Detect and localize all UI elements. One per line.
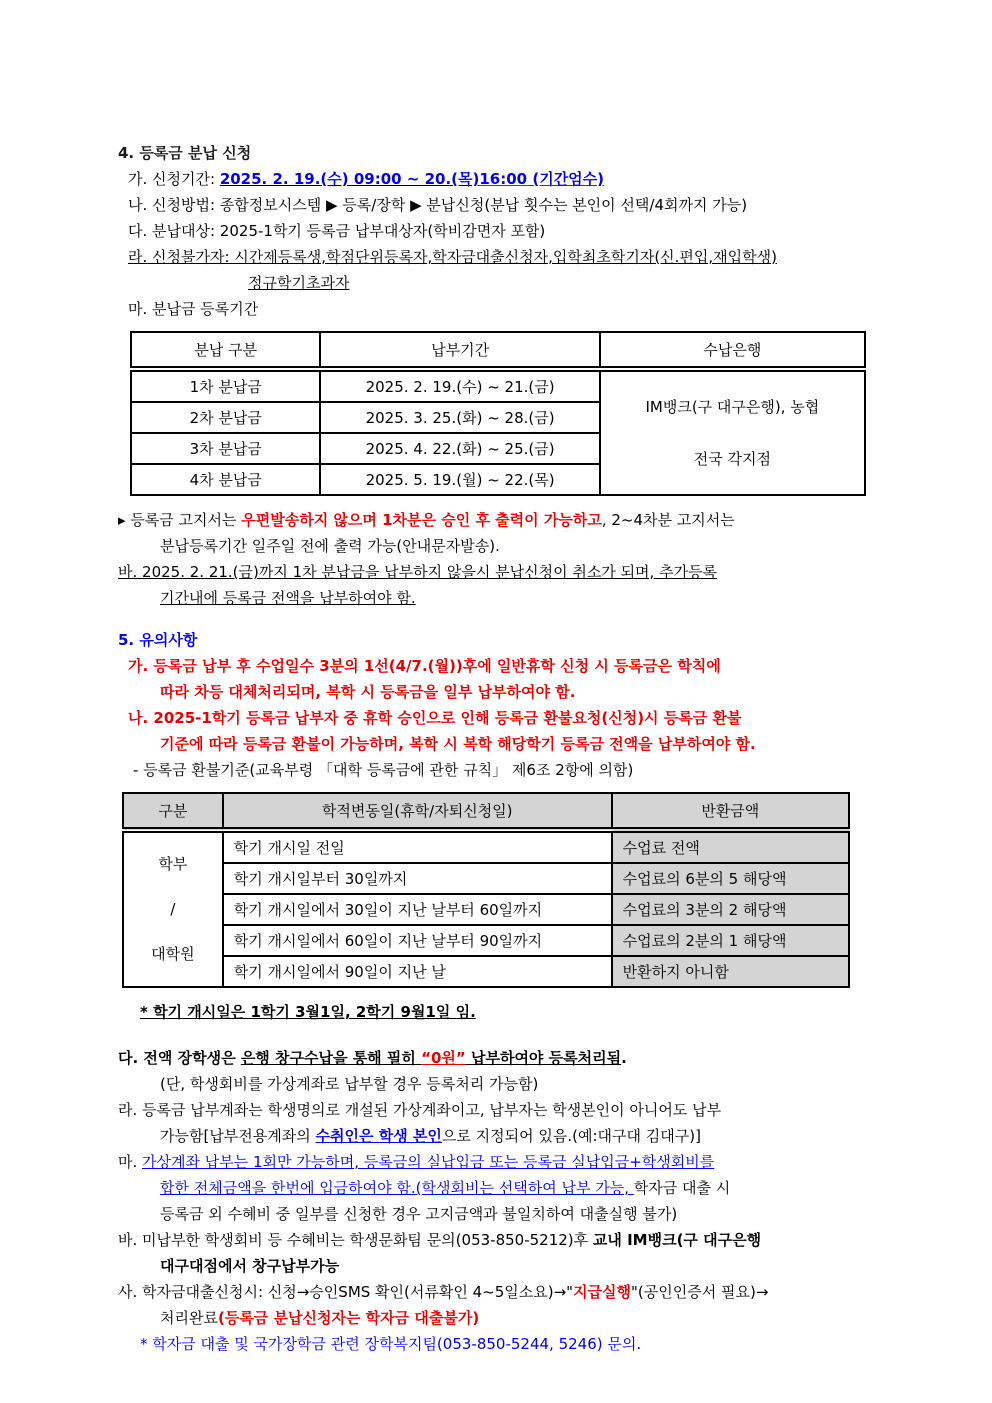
s5-refund-standard-ref: - 등록금 환불기준(교육부령 「대학 등록금에 관한 규칙」 제6조 2항에 의함) — [133, 761, 634, 779]
s5-item-refund-line1: 나. 2025-1학기 등록금 납부자 중 휴학 승인으로 인해 등록금 환불요청(신청)시 등록금 환불 — [128, 709, 742, 727]
s5-item-account-line1: 라. 등록금 납부계좌는 학생명의로 개설된 가상계좌이고, 납부자는 학생본인이 아니어도 납부 — [118, 1101, 722, 1119]
t1-header-bank: 수납은행 — [600, 332, 865, 369]
t1-header-category: 분납 구분 — [131, 332, 320, 369]
table-row — [123, 894, 849, 925]
s5-ba-text: 바. 미납부한 학생회비 등 수혜비는 학생문화팀 문의(053-850-5212)후 — [118, 1231, 593, 1249]
s4-bill-note-line2: 분납등록기간 일주일 전에 출력 가능(안내문자발송). — [160, 537, 500, 555]
s5-item-virtual-account-line1 — [118, 1149, 944, 1175]
s4-item-installment-period: 마. 분납금 등록기간 — [128, 300, 259, 318]
s4-item-cancel-line1: 바. 2025. 2. 21.(금)까지 1차 분납금을 납부하지 않을시 분납신청이 취소가 되며, 추가등록 — [118, 563, 718, 581]
s5-da-underline2: 납부하여야 등록처리됨 — [465, 1049, 622, 1067]
table-header-row — [131, 332, 865, 369]
bullet-triangle-icon: ▸ 등록금 고지서는 — [118, 511, 242, 529]
s4-period-date: 2025. 2. 19.(수) 09:00 ~ 20.(목) — [219, 170, 480, 188]
t1-r4-category: 4차 분납금 — [131, 464, 320, 495]
t2-header-category: 구분 — [123, 793, 223, 830]
s5-item-virtual-account-line2 — [160, 1175, 944, 1201]
s5-item-loan-line2 — [160, 1305, 944, 1331]
t2-group-cell — [123, 830, 223, 987]
table-row — [123, 863, 849, 894]
s5-da-underline1: 은행 창구수납을 통해 필히 — [240, 1049, 422, 1067]
s5-item-account-line2 — [160, 1123, 944, 1149]
s5-item-leave-line1: 가. 등록금 납부 후 수업일수 3분의 1선(4/7.(월))후에 일반휴학 신청 시 등록금은 학칙에 — [128, 657, 721, 675]
s4-period-time: 16:00 (기간엄수) — [479, 170, 605, 188]
t1-bank-line2: 전국 각지점 — [693, 450, 771, 468]
t1-r3-period: 2025. 4. 22.(화) ~ 25.(금) — [320, 433, 599, 464]
t1-r3-category: 3차 분납금 — [131, 433, 320, 464]
t1-bank-cell — [600, 369, 865, 495]
s5-ma-tail: 학자금 대출 시 — [633, 1179, 731, 1197]
t2-r1-date: 학기 개시일 전일 — [223, 830, 612, 863]
s5-sa-execution: 지급실행 — [573, 1283, 632, 1301]
refund-standard-table — [122, 792, 850, 988]
s5-ma-label: 마. — [118, 1153, 143, 1171]
t1-bank-line1: IM뱅크(구 대구은행), 농협 — [645, 398, 820, 416]
s4-item-ineligible: 라. 신청불가자: 시간제등록생,학점단위등록자,학자금대출신청자,입학최초학기자(신.편입,재입학생) — [128, 248, 777, 266]
s5-item-loan-line1 — [118, 1279, 944, 1305]
t2-group-line3: 대학원 — [151, 945, 195, 963]
s5-sa-text1: 사. 학자금대출신청시: 신청→승인SMS 확인(서류확인 4~5일소요)→" — [118, 1283, 574, 1301]
t2-r3-amount: 수업료의 3분의 2 해당액 — [612, 894, 849, 925]
s5-item-refund-line2: 기준에 따라 등록금 환불이 가능하며, 복학 시 복학 해당학기 등록금 전액을 납부하여야 함. — [160, 735, 756, 753]
t2-r5-date: 학기 개시일에서 90일이 지난 날 — [223, 956, 612, 987]
table-row — [123, 956, 849, 987]
t2-r4-amount: 수업료의 2분의 1 해당액 — [612, 925, 849, 956]
s4-item-target: 다. 분납대상: 2025-1학기 등록금 납부대상자(학비감면자 포함) — [128, 222, 546, 240]
t1-r2-category: 2차 분납금 — [131, 402, 320, 433]
s5-item-unpaid-fee-line2: 대구대점에서 창구납부가능 — [160, 1257, 340, 1275]
s5-ra-l2a: 가능함[납부전용계좌의 — [160, 1127, 316, 1145]
s5-ma-underline1: 가상계좌 납부는 1회만 가능하며, 등록금의 실납입금 또는 등록금 실납입금+학생회비를 — [142, 1153, 715, 1171]
s4-bill-note-line1 — [118, 507, 944, 533]
t2-r4-date: 학기 개시일에서 60일이 지난 날부터 90일까지 — [223, 925, 612, 956]
t1-r4-period: 2025. 5. 19.(월) ~ 22.(목) — [320, 464, 599, 495]
s4-period-label: 가. 신청기간: — [128, 170, 220, 188]
s5-loan-contact-note: * 학자금 대출 및 국가장학금 관련 장학복지팀(053-850-5244, 5246) 문의. — [140, 1335, 642, 1353]
s5-item-scholarship — [118, 1045, 944, 1071]
s5-item-virtual-account-line3: 등록금 외 수혜비 중 일부를 신청한 경우 고지금액과 불일치하여 대출실행 불가) — [160, 1205, 678, 1223]
s5-da-bold: 전액 장학생은 — [143, 1049, 241, 1067]
section5-title: 5. 유의사항 — [118, 631, 198, 649]
s5-ba-bank-bold: 교내 IM뱅크(구 대구은행 — [592, 1231, 762, 1249]
s4-item-application-method: 나. 신청방법: 종합정보시스템 ▶ 등록/장학 ▶ 분납신청(분납 횟수는 본인이 선택/4회까지 가능) — [128, 196, 748, 214]
t2-header-change-date: 학적변동일(휴학/자퇴신청일) — [223, 793, 612, 830]
t2-r3-date: 학기 개시일에서 30일이 지난 날부터 60일까지 — [223, 894, 612, 925]
section4-title: 4. 등록금 분납 신청 — [118, 144, 252, 162]
table-row — [131, 369, 865, 402]
t2-group-line2: / — [170, 900, 176, 918]
t2-footnote: * 학기 개시일은 1학기 3월1일, 2학기 9월1일 임. — [140, 1003, 476, 1021]
s5-item-unpaid-fee-line1 — [118, 1227, 944, 1253]
s4-bill-note-post: , 2~4차분 고지서는 — [601, 511, 735, 529]
t2-r2-date: 학기 개시일부터 30일까지 — [223, 863, 612, 894]
t1-r1-category: 1차 분납금 — [131, 369, 320, 402]
s5-sa-no-loan: (등록금 분납신청자는 학자금 대출불가) — [217, 1309, 480, 1327]
t2-r5-amount: 반환하지 아니함 — [612, 956, 849, 987]
s5-da-tail: . — [621, 1049, 627, 1067]
s5-item-scholarship-sub: (단, 학생회비를 가상계좌로 납부할 경우 등록처리 가능함) — [160, 1075, 539, 1093]
table-row — [123, 830, 849, 863]
installment-schedule-table — [130, 331, 866, 496]
t2-r1-amount: 수업료 전액 — [612, 830, 849, 863]
s5-ra-l2c: 으로 지정되어 있음.(예:대구대 김대구)] — [441, 1127, 701, 1145]
s4-bill-note-red: 우편발송하지 않으며 1차분은 승인 후 출력이 가능하고 — [241, 511, 602, 529]
s4-item-cancel-line2: 기간내에 등록금 전액을 납부하여야 함. — [160, 589, 416, 607]
t1-r1-period: 2025. 2. 19.(수) ~ 21.(금) — [320, 369, 599, 402]
s4-item-ineligible-cont: 정규학기초과자 — [248, 274, 350, 292]
s5-da-label: 다. — [118, 1049, 144, 1067]
s5-ma-underline2: 합한 전체금액을 한번에 입금하여야 함.(학생회비는 선택하여 납부 가능, — [160, 1179, 634, 1197]
s5-sa-text2: "(공인인증서 필요)→ — [631, 1283, 769, 1301]
s5-item-leave-line2: 따라 차등 대체처리되며, 복학 시 등록금을 일부 납부하여야 함. — [160, 683, 576, 701]
s5-sa-complete: 처리완료 — [160, 1309, 218, 1327]
t2-group-line1: 학부 — [158, 855, 188, 873]
table-row — [123, 925, 849, 956]
t2-header-refund-amount: 반환금액 — [612, 793, 849, 830]
s4-item-application-period — [128, 166, 944, 192]
t2-r2-amount: 수업료의 6분의 5 해당액 — [612, 863, 849, 894]
t1-r2-period: 2025. 3. 25.(화) ~ 28.(금) — [320, 402, 599, 433]
s5-ra-recipient: 수취인은 학생 본인 — [315, 1127, 442, 1145]
s5-da-zero-won: “0원” — [421, 1049, 466, 1067]
table-header-row — [123, 793, 849, 830]
t1-header-period: 납부기간 — [320, 332, 599, 369]
